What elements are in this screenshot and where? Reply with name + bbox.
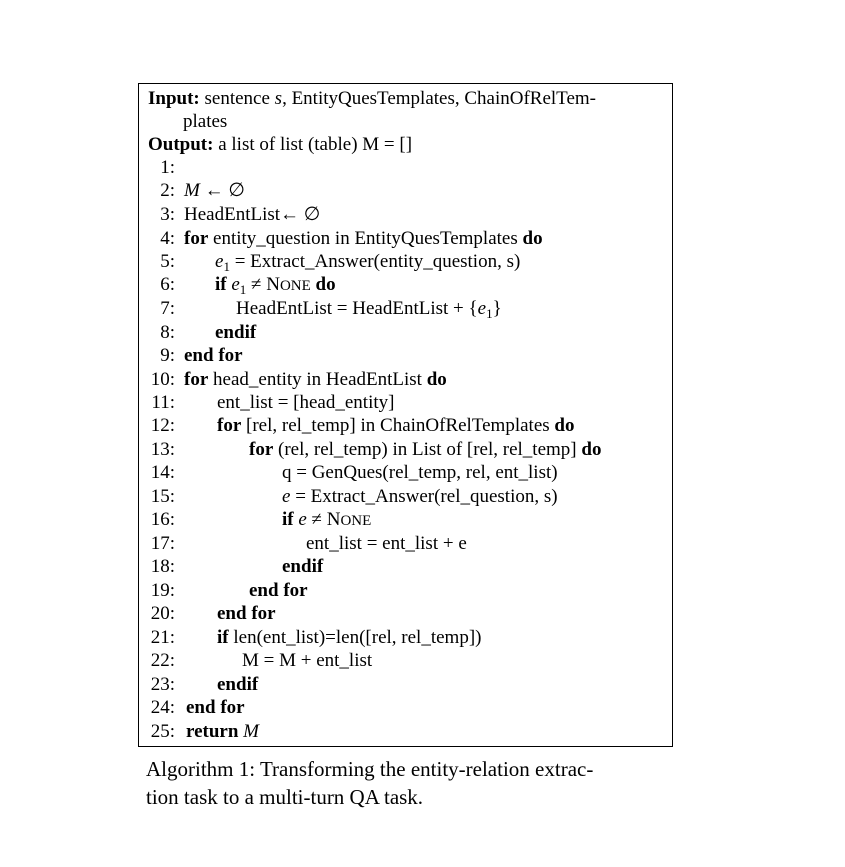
keyword-end-for: end for [217,603,276,624]
code-line [282,462,558,484]
code-line [217,674,258,696]
code-line [236,298,502,320]
line-number: 12: [150,415,175,436]
code-line [217,415,574,437]
code-line [242,650,372,672]
line-number: 16: [150,509,175,530]
assign-arrow: ← [204,180,224,201]
code-line [184,180,245,202]
code-text: HeadEntList = HeadEntList + [236,298,464,319]
line-number: 7: [160,298,175,319]
none-smallcaps-rest: ONE [340,513,372,529]
right-brace: } [492,298,502,319]
keyword-if: if [215,274,227,295]
keyword-for: for [217,415,242,436]
line-number: 9: [160,345,175,366]
code-text: entity_question in EntityQuesTemplates [213,228,518,249]
line-number: 13: [150,439,175,460]
line-number: 3: [160,204,175,225]
code-line [306,533,467,555]
keyword-if: if [217,627,229,648]
output-text: a list of list (table) M = [] [218,134,413,155]
code-line [249,580,308,602]
code-text: = Extract_Answer(entity_question, s) [234,251,521,272]
caption-line-2: tion task to a multi-turn QA task. [146,785,424,809]
none-smallcaps: N [326,509,341,530]
code-line [184,204,320,226]
code-line [282,486,558,508]
subscript: 1 [486,306,493,321]
keyword-do: do [522,228,543,249]
var-e: e [282,486,291,507]
code-text: HeadEntList← [184,204,300,225]
empty-set: ∅ [303,204,321,225]
var-e: e [477,298,487,319]
var-e: e [298,509,307,530]
code-line [215,322,256,344]
none-smallcaps: N [266,274,280,295]
line-number: 21: [150,627,175,648]
line-number: 8: [160,322,175,343]
algorithm-box [138,83,673,747]
line-number: 24: [150,697,175,718]
input-label: Input: [148,88,200,109]
line-number: 25: [150,721,175,742]
code-line [217,627,481,649]
keyword-endif: endif [215,322,257,343]
line-number: 6: [160,274,175,295]
code-text: (rel, rel_temp) in List of [rel, rel_temp] [278,439,577,460]
code-line [217,603,276,625]
var-e: e [215,251,224,272]
code-line [249,439,601,461]
code-line [186,721,259,743]
not-equal: ≠ [251,274,262,295]
line-number: 10: [150,369,175,390]
not-equal: ≠ [311,509,322,530]
input-line [148,88,596,110]
line-number: 4: [160,228,175,249]
line-number: 14: [150,462,175,483]
line-number: 1: [160,157,175,178]
var-e: e [231,274,240,295]
keyword-do: do [581,439,602,460]
code-text: M = M + ent_list [242,650,373,671]
code-line [282,509,371,532]
code-line [184,369,447,391]
keyword-endif: endif [217,674,259,695]
keyword-for: for [184,369,209,390]
keyword-do: do [426,369,447,390]
input-text-1: sentence [204,88,270,109]
code-text: head_entity in HeadEntList [213,369,422,390]
code-text: ent_list = [head_entity] [217,392,395,413]
code-text: q = GenQues(rel_temp, rel, ent_list) [282,462,558,483]
input-line-cont [183,111,227,133]
left-brace: { [468,298,478,319]
var-M: M [184,180,200,201]
line-number: 23: [150,674,175,695]
var-M: M [243,721,259,742]
code-line [184,228,543,250]
line-number: 5: [160,251,175,272]
output-line [148,134,412,156]
keyword-do: do [554,415,575,436]
empty-set: ∅ [228,180,245,201]
keyword-endif: endif [282,556,324,577]
none-smallcaps-rest: ONE [279,278,311,294]
keyword-end-for: end for [249,580,308,601]
input-text-2: , EntityQuesTemplates, ChainOfRelTem- [282,88,596,109]
caption-line-1: Algorithm 1: Transforming the entity-relation extrac- [146,757,594,781]
code-line [186,697,245,719]
code-text: ent_list = ent_list + e [306,533,467,554]
keyword-end-for: end for [184,345,243,366]
algorithm-caption [146,755,671,811]
code-line [215,251,520,273]
keyword-if: if [282,509,294,530]
line-number: 18: [150,556,175,577]
keyword-for: for [249,439,274,460]
subscript: 1 [239,282,247,297]
code-text: [rel, rel_temp] in ChainOfRelTemplates [246,415,550,436]
code-text: len(ent_list)=len([rel, rel_temp]) [233,627,482,648]
code-line [215,274,336,297]
line-number: 11: [151,392,175,413]
line-number: 2: [160,180,175,201]
keyword-do: do [315,274,336,295]
input-text-3: plates [183,111,228,132]
code-line [282,556,323,578]
code-line [217,392,394,414]
keyword-for: for [184,228,209,249]
line-number: 22: [150,650,175,671]
keyword-return: return [186,721,239,742]
line-number: 20: [150,603,175,624]
line-number: 19: [150,580,175,601]
output-label: Output: [148,134,214,155]
line-number: 15: [150,486,175,507]
subscript: 1 [223,259,230,274]
keyword-end-for: end for [186,697,245,718]
code-text: = Extract_Answer(rel_question, s) [295,486,558,507]
code-line [184,345,243,367]
line-number: 17: [150,533,175,554]
input-var-s: s [274,88,283,109]
